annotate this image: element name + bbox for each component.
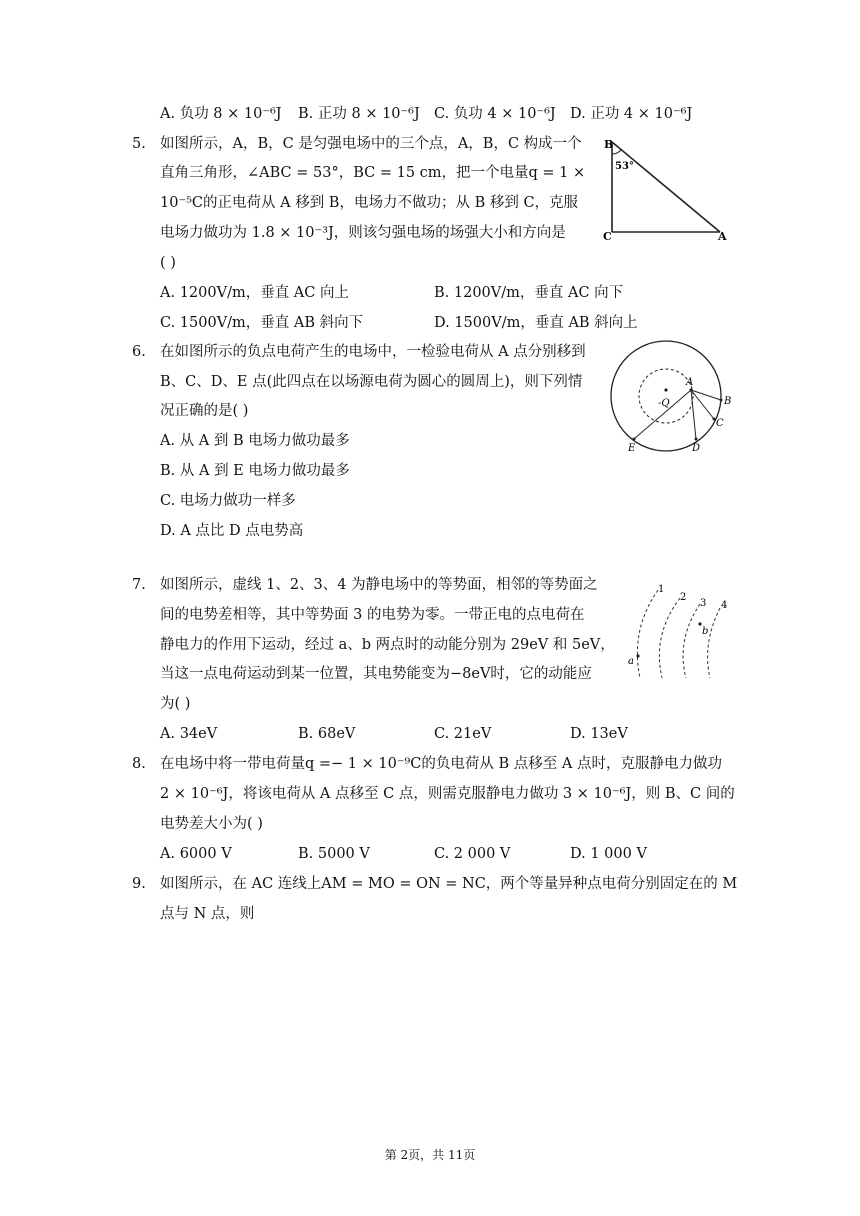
- q7-label-2: 2: [680, 592, 687, 603]
- q7-label-3: 3: [700, 598, 707, 609]
- q7-option-c: C. 21eV: [434, 726, 492, 742]
- q8-option-d: D. 1 000 V: [570, 846, 647, 862]
- q8-line-3: 电势差大小为( ): [160, 816, 263, 832]
- q7-line-1: 如图所示，虚线 1、2、3、4 为静电场中的等势面，相邻的等势面之: [160, 577, 598, 593]
- q8-number: 8.: [132, 756, 146, 772]
- q7-line-4: 当这一点电荷运动到某一位置，其电势能变为−8eV时，它的动能应: [160, 666, 592, 682]
- q7-label-a: a: [628, 656, 634, 667]
- q6-option-c: C. 电场力做功一样多: [160, 493, 296, 509]
- q5-line-2: 直角三角形，∠ABC = 53°，BC = 15 cm，把一个电量q = 1 ×: [160, 165, 586, 181]
- q9-line-1: 如图所示，在 AC 连线上AM = MO = ON = NC，两个等量异种点电荷分别固定在的 M: [160, 876, 738, 892]
- q6-option-a: A. 从 A 到 B 电场力做功最多: [160, 433, 350, 449]
- q7-equipotential-figure: [622, 580, 734, 682]
- q7-option-a: A. 34eV: [160, 726, 218, 742]
- q5-line-1: 如图所示，A，B，C 是匀强电场中的三个点，A，B，C 构成一个: [160, 136, 582, 152]
- q6-label-a: A: [686, 377, 694, 388]
- q5-label-c: C: [603, 230, 612, 243]
- q6-label-c: C: [716, 418, 724, 429]
- q7-label-4: 4: [721, 600, 728, 611]
- q5-label-b: B: [604, 138, 614, 151]
- q6-label-q: -Q: [658, 398, 670, 409]
- q6-number: 6.: [132, 344, 146, 360]
- page-footer: 第 2页，共 11页: [384, 1148, 476, 1162]
- q5-option-c: C. 1500V/m，垂直 AB 斜向下: [160, 315, 364, 331]
- q5-option-a: A. 1200V/m，垂直 AC 向上: [160, 285, 349, 301]
- q5-option-d: D. 1500V/m，垂直 AB 斜向上: [434, 315, 638, 331]
- q7-line-5: 为( ): [160, 696, 191, 712]
- q5-number: 5.: [132, 136, 146, 152]
- q4-option-a: A. 负功 8 × 10⁻⁶J: [160, 106, 282, 122]
- q7-line-3: 静电力的作用下运动，经过 a、b 两点时的动能分别为 29eV 和 5eV，: [160, 637, 615, 653]
- q6-option-d: D. A 点比 D 点电势高: [160, 523, 304, 539]
- q7-number: 7.: [132, 577, 146, 593]
- q6-circle-figure: [600, 336, 740, 460]
- q5-triangle-figure: [598, 132, 730, 244]
- q7-label-1: 1: [658, 584, 665, 595]
- q5-label-a: A: [718, 230, 727, 243]
- q6-label-e: E: [628, 443, 636, 454]
- q6-line-2: B、C、D、E 点(此四点在以场源电荷为圆心的圆周上)，则下列情: [160, 374, 583, 390]
- q6-option-b: B. 从 A 到 E 电场力做功最多: [160, 463, 350, 479]
- q8-line-1: 在电场中将一带电荷量q =− 1 × 10⁻⁹C的负电荷从 B 点移至 A 点时，克服静电力做功: [160, 756, 722, 772]
- q8-option-a: A. 6000 V: [160, 846, 232, 862]
- q5-line-4: 电场力做功为 1.8 × 10⁻³J，则该匀强电场的场强大小和方向是: [160, 225, 566, 241]
- q7-line-2: 间的电势差相等，其中等势面 3 的电势为零。一带正电的点电荷在: [160, 607, 585, 623]
- q6-label-d: D: [692, 443, 701, 454]
- q6-line-1: 在如图所示的负点电荷产生的电场中，一检验电荷从 A 点分别移到: [160, 344, 586, 360]
- q9-line-2: 点与 N 点，则: [160, 906, 255, 922]
- q9-number: 9.: [132, 876, 146, 892]
- q8-option-c: C. 2 000 V: [434, 846, 511, 862]
- q5-line-5: ( ): [160, 255, 176, 271]
- q6-label-b: B: [724, 396, 732, 407]
- q4-option-b: B. 正功 8 × 10⁻⁶J: [298, 106, 420, 122]
- q7-label-b: b: [702, 626, 709, 637]
- q7-option-b: B. 68eV: [298, 726, 356, 742]
- q4-option-d: D. 正功 4 × 10⁻⁶J: [570, 106, 693, 122]
- q6-line-3: 况正确的是( ): [160, 403, 249, 419]
- q7-option-d: D. 13eV: [570, 726, 628, 742]
- q5-line-3: 10⁻⁵C的正电荷从 A 移到 B，电场力不做功；从 B 移到 C，克服: [160, 195, 579, 211]
- q5-option-b: B. 1200V/m，垂直 AC 向下: [434, 285, 624, 301]
- q8-line-2: 2 × 10⁻⁶J，将该电荷从 A 点移至 C 点，则需克服静电力做功 3 × 10⁻⁶J，则 B、C 间的: [160, 786, 735, 802]
- q8-option-b: B. 5000 V: [298, 846, 370, 862]
- q4-option-c: C. 负功 4 × 10⁻⁶J: [434, 106, 556, 122]
- q5-label-angle: 53°: [615, 161, 634, 172]
